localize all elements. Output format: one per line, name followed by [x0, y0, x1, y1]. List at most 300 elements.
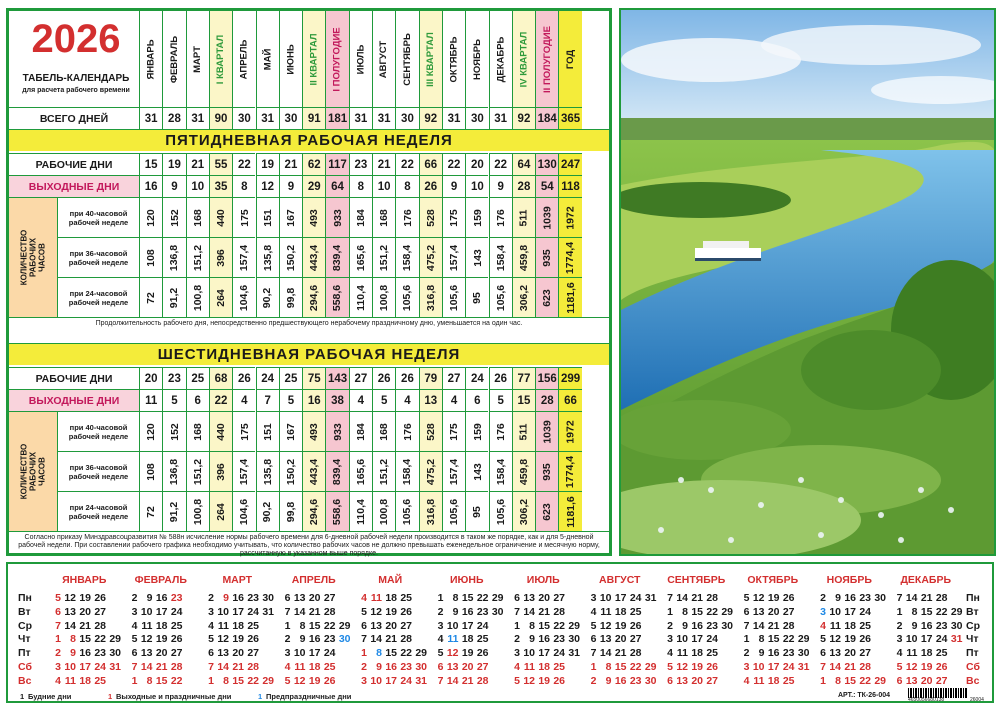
day-number: 16 — [844, 592, 856, 604]
cell-value: 38 — [331, 394, 344, 407]
day-number: 25 — [553, 661, 565, 673]
day-number: 11 — [447, 633, 459, 646]
day-number: 12 — [446, 647, 459, 660]
cell-value: 64 — [517, 158, 531, 171]
day-number: 27 — [706, 674, 718, 687]
column-header-label: СЕНТЯБРЬ — [401, 32, 413, 86]
cell-value: 24 — [470, 372, 484, 385]
day-number: 12 — [599, 619, 612, 632]
month-week-row — [276, 647, 353, 660]
day-number: 9 — [70, 647, 76, 660]
day-number: 10 — [140, 605, 153, 618]
table-cell — [279, 237, 302, 277]
day-number: 3 — [131, 605, 138, 618]
cell-value: 15 — [144, 158, 158, 171]
day-number: 23 — [400, 661, 412, 673]
table-cell — [419, 237, 442, 277]
cell-value: 264 — [215, 502, 228, 521]
cell-value: 27 — [447, 372, 461, 385]
month-name: ИЮНЬ — [449, 574, 484, 586]
cell-value: 151,2 — [378, 244, 391, 271]
day-number: 10 — [523, 647, 535, 660]
day-number: 5 — [590, 619, 597, 632]
day-number: 24 — [476, 619, 489, 632]
hours-sub-label: при 24-часовой рабочей неделе — [57, 277, 139, 317]
month-week-row — [46, 647, 123, 660]
cell-value: 176 — [494, 422, 507, 441]
month-week-row — [811, 606, 888, 619]
column-header — [372, 11, 395, 107]
day-number: 30 — [721, 619, 733, 632]
table-cell — [162, 389, 185, 411]
day-number: 17 — [920, 633, 933, 646]
cell-value: 105,6 — [448, 498, 461, 525]
column-header-label: IV КВАРТАЛ — [518, 31, 530, 87]
day-number: 22 — [782, 633, 795, 646]
table-cell — [558, 367, 581, 389]
day-number: 29 — [338, 619, 351, 632]
month-week-row — [582, 675, 659, 688]
cell-value: 92 — [517, 112, 531, 125]
day-number: 8 — [529, 619, 535, 632]
day-number: 16 — [308, 633, 321, 646]
cell-value: 79 — [424, 372, 438, 385]
day-number: 12 — [140, 633, 153, 646]
barcode-digits: 4650056680138 — [908, 697, 945, 703]
day-number: 27 — [170, 647, 183, 660]
cell-value: 440 — [215, 422, 228, 441]
table-cell — [535, 153, 558, 175]
day-number: 10 — [599, 592, 612, 604]
cell-value: 306,2 — [517, 284, 530, 311]
table-cell — [489, 367, 512, 389]
day-number: 12 — [217, 633, 229, 646]
day-number: 5 — [514, 674, 520, 687]
cell-value: 168 — [191, 422, 204, 441]
hours-sub-label: при 40-часовой рабочей неделе — [57, 411, 139, 451]
month-week-row — [888, 620, 965, 633]
day-number: 30 — [568, 633, 580, 646]
day-number: 19 — [767, 592, 780, 604]
cell-value: 23 — [354, 158, 368, 171]
day-number: 14 — [752, 619, 765, 632]
day-number: 25 — [247, 619, 259, 632]
table-cell — [535, 175, 558, 197]
cell-value: 26 — [401, 372, 414, 385]
cell-value: 839,4 — [331, 458, 344, 485]
cell-value: 6 — [194, 394, 201, 407]
day-number: 4 — [896, 647, 903, 660]
legend-number: 1 — [108, 692, 113, 701]
day-number: 28 — [94, 619, 106, 632]
day-number: 9 — [605, 674, 612, 687]
day-number: 23 — [859, 592, 871, 604]
cell-value: 136,8 — [168, 244, 181, 271]
day-number: 5 — [361, 605, 367, 618]
table-cell — [442, 237, 465, 277]
month-week-row — [123, 620, 200, 633]
day-number: 5 — [437, 647, 444, 660]
day-number: 8 — [682, 605, 688, 618]
cell-value: 20 — [144, 372, 158, 385]
month-week-row — [811, 661, 888, 674]
table-cell — [325, 107, 348, 129]
table-cell — [186, 491, 209, 531]
table-cell — [186, 107, 209, 129]
cell-value: 165,6 — [354, 458, 367, 485]
cell-value: 558,6 — [331, 284, 344, 311]
table-cell — [395, 411, 418, 451]
month-week-row — [123, 675, 200, 688]
day-number: 19 — [614, 619, 627, 632]
table-cell — [395, 367, 418, 389]
table-cell — [419, 277, 442, 317]
day-number: 10 — [293, 647, 306, 660]
day-number: 11 — [906, 647, 918, 660]
day-number: 26 — [706, 661, 718, 673]
month-week-row — [811, 647, 888, 660]
weekday-label: Пт — [18, 647, 31, 660]
cell-value: 143 — [327, 372, 348, 385]
table-cell — [395, 389, 418, 411]
day-number: 31 — [797, 661, 810, 673]
day-number: 4 — [437, 633, 444, 646]
day-number: 1 — [208, 674, 214, 687]
table-cell — [302, 451, 325, 491]
column-header — [302, 11, 325, 107]
day-number: 26 — [247, 633, 259, 646]
table-cell — [279, 389, 302, 411]
day-number: 3 — [208, 605, 214, 618]
table-cell — [186, 153, 209, 175]
day-number: 12 — [64, 592, 76, 604]
table-cell — [256, 107, 279, 129]
table-cell — [162, 367, 185, 389]
table-cell — [349, 451, 372, 491]
table-cell — [558, 107, 581, 129]
column-header-label: I ПОЛУГОДИЕ — [332, 26, 344, 92]
table-cell — [419, 367, 442, 389]
cell-value: 10 — [470, 180, 484, 193]
day-number: 6 — [896, 674, 903, 687]
day-number: 3 — [437, 619, 444, 632]
table-cell — [489, 107, 512, 129]
day-number: 15 — [844, 674, 856, 687]
table-cell — [256, 451, 279, 491]
month-week-row — [811, 675, 888, 688]
table-cell — [349, 411, 372, 451]
table-cell — [209, 451, 232, 491]
day-number: 30 — [874, 592, 886, 604]
cell-value: 4 — [241, 394, 248, 407]
day-number: 11 — [217, 619, 229, 632]
day-number: 7 — [361, 633, 367, 646]
calendar-title: ТАБЕЛЬ-КАЛЕНДАРЬ — [22, 73, 130, 84]
table-cell — [162, 153, 185, 175]
cell-value: 459,8 — [517, 458, 530, 485]
day-number: 4 — [55, 674, 61, 687]
table-cell — [209, 175, 232, 197]
cell-value: 247 — [560, 158, 581, 171]
cell-value: 175 — [238, 422, 251, 441]
day-number: 24 — [94, 661, 106, 673]
day-number: 21 — [920, 592, 933, 604]
table-cell — [419, 153, 442, 175]
table-cell — [232, 277, 255, 317]
weekday-label: Пн — [18, 592, 32, 604]
day-number: 8 — [299, 619, 306, 632]
cell-value: 30 — [401, 112, 414, 125]
day-number: 4 — [131, 619, 138, 632]
table-cell — [489, 389, 512, 411]
day-number: 14 — [217, 661, 229, 673]
table-cell — [325, 367, 348, 389]
day-number: 20 — [385, 619, 397, 632]
day-number: 14 — [446, 674, 459, 687]
table-cell — [349, 197, 372, 237]
day-number: 16 — [614, 674, 627, 687]
day-number: 16 — [461, 605, 474, 618]
day-number: 27 — [935, 674, 948, 687]
month-week-row — [429, 633, 506, 646]
column-header — [558, 11, 581, 107]
day-number: 18 — [79, 674, 91, 687]
day-number: 9 — [376, 661, 382, 673]
month-week-row — [735, 633, 812, 646]
month-week-row — [735, 606, 812, 619]
table-cell — [279, 107, 302, 129]
day-number: 28 — [170, 661, 183, 673]
table-cell — [419, 175, 442, 197]
day-number: 24 — [782, 661, 795, 673]
day-number: 1 — [131, 674, 138, 687]
day-number: 2 — [514, 633, 520, 646]
day-number: 6 — [590, 633, 597, 646]
table-cell — [395, 153, 418, 175]
cell-value: 151,2 — [191, 244, 204, 271]
cell-value: 528 — [424, 208, 437, 227]
day-number: 25 — [935, 647, 948, 660]
table-cell — [442, 451, 465, 491]
column-header — [395, 11, 418, 107]
hours-sub-label: при 24-часовой рабочей неделе — [57, 491, 139, 531]
cell-value: 28 — [517, 180, 531, 193]
table-cell — [139, 197, 162, 237]
table-cell — [325, 153, 348, 175]
day-number: 2 — [208, 592, 214, 604]
day-number: 6 — [55, 605, 61, 618]
cell-value: 26 — [237, 372, 251, 385]
cell-value: 299 — [560, 372, 581, 385]
month-week-row — [505, 675, 582, 688]
cell-value: 66 — [424, 158, 438, 171]
cell-value: 159 — [471, 208, 484, 227]
day-number: 21 — [614, 647, 627, 660]
day-number: 10 — [752, 661, 765, 673]
table-cell — [302, 237, 325, 277]
day-number: 5 — [55, 592, 61, 604]
day-number: 22 — [553, 619, 565, 632]
cell-value: 26 — [377, 372, 391, 385]
cell-value: 104,6 — [238, 284, 251, 311]
day-number: 26 — [859, 633, 871, 646]
cell-value: 156 — [537, 372, 557, 385]
column-header-label: НОЯБРЬ — [471, 38, 483, 80]
cell-value: 110,4 — [354, 498, 367, 525]
day-number: 9 — [223, 592, 229, 604]
day-number: 17 — [614, 592, 627, 604]
day-number: 26 — [629, 619, 642, 632]
table-cell — [256, 197, 279, 237]
year-calendar — [6, 562, 994, 703]
cell-value: 167 — [284, 422, 297, 441]
month-week-row — [888, 633, 965, 646]
table-cell — [302, 367, 325, 389]
column-header — [535, 11, 558, 107]
day-number: 14 — [64, 619, 76, 632]
table-cell — [372, 277, 395, 317]
day-number: 24 — [247, 605, 259, 618]
day-number: 3 — [590, 592, 597, 604]
day-number: 26 — [170, 633, 183, 646]
table-cell — [419, 491, 442, 531]
table-cell — [535, 491, 558, 531]
table-cell — [279, 277, 302, 317]
table-cell — [558, 175, 581, 197]
cell-value: 159 — [471, 422, 484, 441]
cell-value: 95 — [471, 291, 484, 304]
table-cell — [209, 389, 232, 411]
day-number: 5 — [743, 592, 750, 604]
day-number: 20 — [614, 633, 627, 646]
month-week-row — [658, 633, 735, 646]
table-cell — [186, 197, 209, 237]
day-number: 25 — [94, 674, 106, 687]
table-cell — [442, 389, 465, 411]
table-cell — [465, 107, 488, 129]
cell-value: 16 — [144, 180, 158, 193]
day-number: 16 — [79, 647, 91, 660]
table-cell — [139, 411, 162, 451]
day-number: 16 — [767, 647, 780, 660]
barcode-extra: 26004 — [970, 697, 984, 703]
cell-value: 26 — [494, 372, 508, 385]
month-week-row — [429, 620, 506, 633]
day-number: 26 — [782, 592, 795, 604]
month-week-row — [735, 592, 812, 605]
weekday-label: Ср — [966, 619, 980, 632]
cell-value: 7 — [264, 394, 271, 407]
table-cell — [372, 197, 395, 237]
table-cell — [302, 277, 325, 317]
day-number: 6 — [437, 661, 444, 673]
day-number: 5 — [208, 633, 214, 646]
day-number: 16 — [385, 661, 397, 673]
table-cell — [256, 153, 279, 175]
day-number: 20 — [461, 661, 474, 673]
table-cell — [349, 175, 372, 197]
day-number: 20 — [767, 605, 780, 618]
day-number: 17 — [691, 633, 703, 646]
day-number: 10 — [370, 674, 382, 687]
month-week-row — [811, 592, 888, 605]
cell-value: 35 — [214, 180, 228, 193]
cell-value: 493 — [308, 422, 321, 441]
cell-value: 8 — [404, 180, 411, 193]
day-number: 7 — [131, 661, 138, 673]
day-number: 20 — [232, 647, 244, 660]
day-number: 23 — [706, 619, 718, 632]
cell-value: 90,2 — [261, 287, 274, 308]
day-number: 19 — [155, 633, 168, 646]
cell-value: 120 — [145, 422, 158, 441]
cell-value: 25 — [284, 372, 298, 385]
month-week-row — [276, 606, 353, 619]
table-cell — [512, 175, 535, 197]
month-week-row — [199, 620, 276, 633]
table-cell — [442, 491, 465, 531]
day-number: 7 — [667, 592, 673, 604]
day-number: 17 — [308, 647, 321, 660]
table-cell — [558, 389, 581, 411]
weekday-label: Сб — [18, 661, 32, 673]
column-header-label: ИЮНЬ — [285, 43, 297, 75]
cell-value: 31 — [191, 112, 205, 125]
table-cell — [489, 237, 512, 277]
day-number: 17 — [844, 605, 856, 618]
day-number: 20 — [844, 647, 856, 660]
day-number: 11 — [64, 674, 76, 687]
day-number: 5 — [896, 661, 903, 673]
cell-value: 1181,6 — [564, 281, 577, 314]
cell-value: 30 — [284, 112, 298, 125]
month-name: НОЯБРЬ — [826, 574, 872, 586]
table-cell — [558, 411, 581, 451]
day-number: 15 — [614, 661, 627, 673]
cell-value: 1774,4 — [564, 455, 577, 488]
day-number: 9 — [529, 633, 535, 646]
cell-value: 22 — [214, 394, 228, 407]
day-number: 26 — [323, 674, 336, 687]
day-number: 28 — [476, 674, 489, 687]
day-number: 31 — [950, 633, 963, 646]
weekday-label: Вт — [966, 605, 979, 618]
cell-value: 27 — [354, 372, 368, 385]
day-number: 24 — [170, 605, 183, 618]
table-cell — [256, 389, 279, 411]
cell-value: 511 — [517, 209, 530, 226]
day-number: 22 — [323, 619, 336, 632]
day-number: 13 — [829, 647, 841, 660]
day-number: 31 — [109, 661, 121, 673]
table-cell — [162, 197, 185, 237]
table-cell — [186, 411, 209, 451]
day-number: 20 — [79, 605, 91, 618]
cell-value: 1039 — [541, 205, 554, 230]
day-number: 13 — [370, 619, 382, 632]
cell-value: 91,2 — [168, 501, 181, 522]
cell-value: 151 — [261, 422, 274, 441]
cell-value: 294,6 — [308, 498, 321, 525]
cell-value: 157,4 — [448, 458, 461, 485]
cell-value: 475,2 — [424, 458, 437, 485]
day-number: 15 — [308, 619, 321, 632]
day-number: 18 — [614, 605, 627, 618]
day-number: 30 — [644, 674, 657, 687]
day-number: 10 — [64, 661, 76, 673]
day-number: 18 — [461, 633, 474, 646]
month-week-row — [352, 661, 429, 674]
